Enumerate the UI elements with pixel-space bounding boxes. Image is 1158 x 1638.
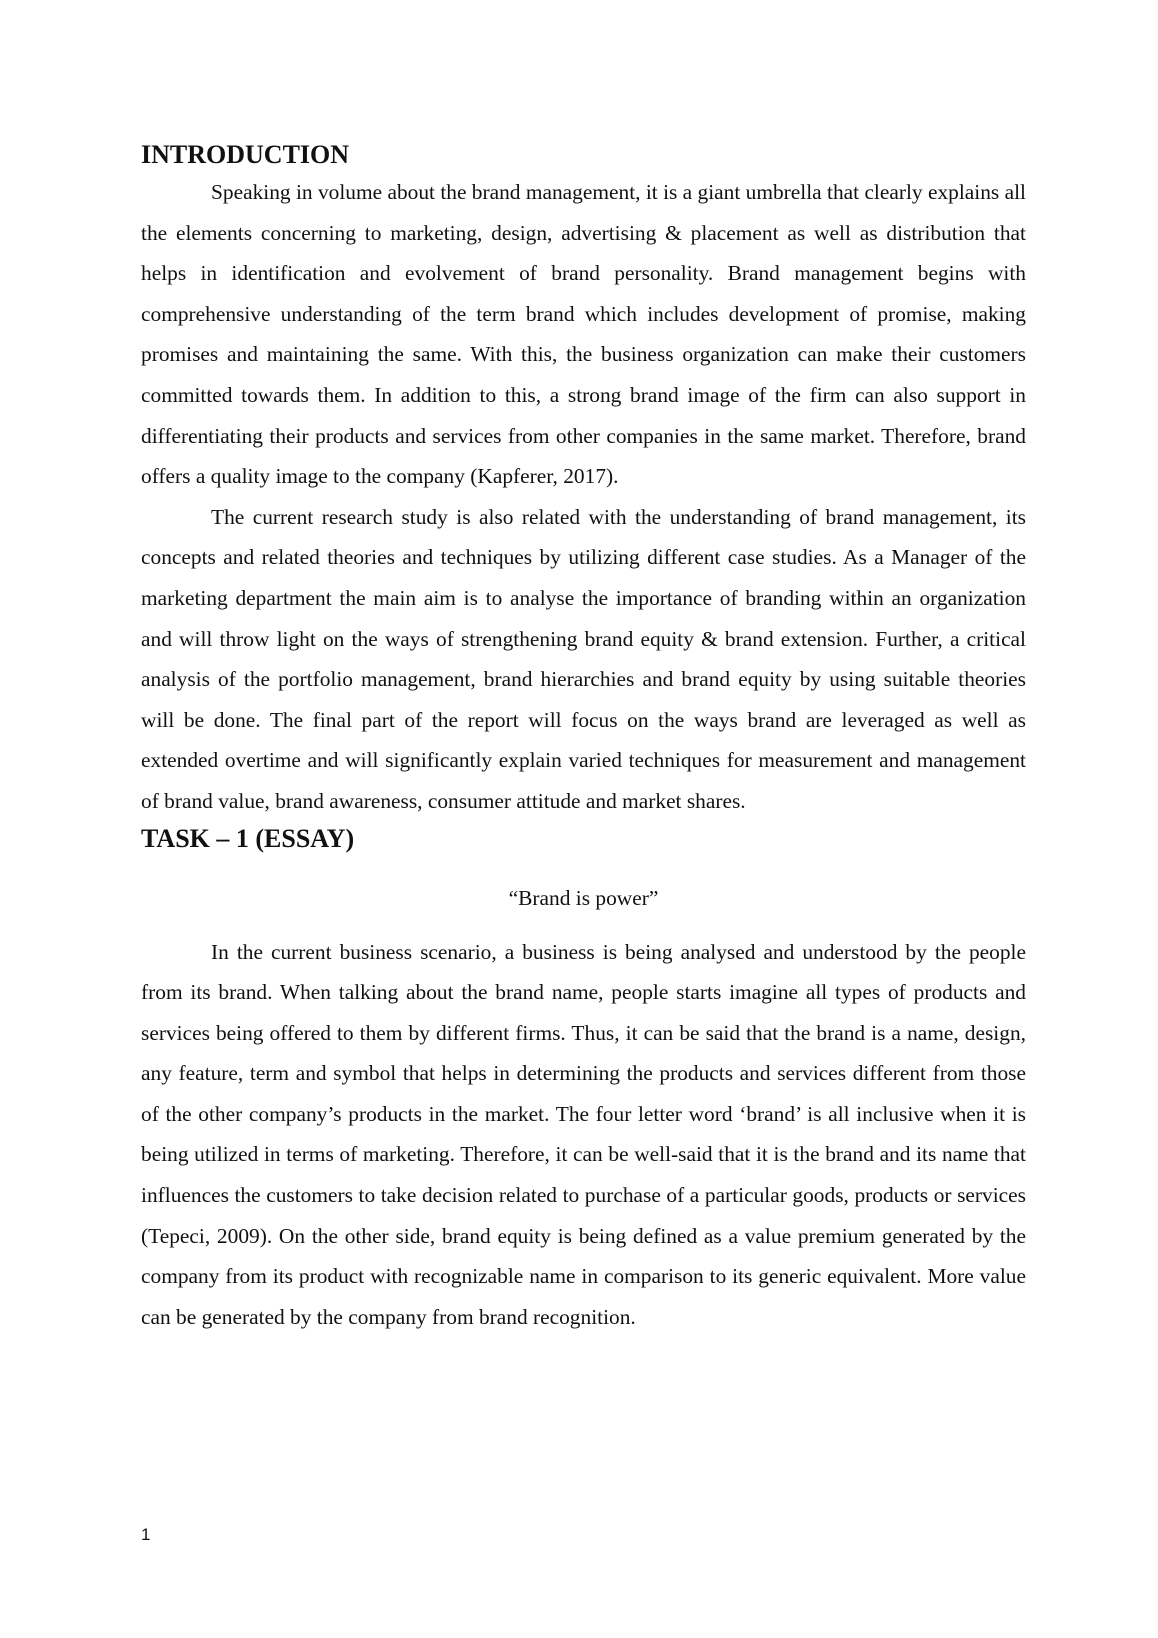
- task1-paragraph-1: In the current business scenario, a business is being analysed and understood by the people from its brand. When talking about the brand name, people starts imagine all types of products and services being offered to them by different firms. Thus, it can be said that the brand is a name, design, any feature, term and symbol that helps in determining the products and services different from those of the other company’s products in the market. The four letter word ‘brand’ is all inclusive when it is being utilized in terms of marketing. Therefore, it can be well-said that it is the brand and its name that influences the customers to take decision related to purchase of a particular goods, products or services (Tepeci, 2009). On the other side, brand equity is being defined as a value premium generated by the company from its product with recognizable name in comparison to its generic equivalent. More value can be generated by the company from brand recognition.: [141, 939, 1026, 1329]
- task1-quote: “Brand is power”: [508, 885, 659, 910]
- page-number: 1: [141, 1525, 151, 1544]
- task1-heading: TASK – 1 (ESSAY): [141, 823, 355, 853]
- introduction-paragraph-2: The current research study is also related with the understanding of brand management, its concepts and related theories and techniques by utilizing different case studies. As a Manager of the marketing department the main aim is to analyse the importance of branding within an organization and will throw light on the ways of strengthening brand equity & brand extension. Further, a critical analysis of the portfolio management, brand hierarchies and brand equity by using suitable theories will be done. The final part of the report will focus on the ways brand are leveraged as well as extended overtime and will significantly explain varied techniques for measurement and management of brand value, brand awareness, consumer attitude and market shares.: [141, 504, 1026, 813]
- introduction-paragraph-1: Speaking in volume about the brand management, it is a giant umbrella that clearly explains all the elements concerning to marketing, design, advertising & placement as well as distribution that helps in identification and evolvement of brand personality. Brand management begins with comprehensive understanding of the term brand which includes development of promise, making promises and maintaining the same. With this, the business organization can make their customers committed towards them. In addition to this, a strong brand image of the firm can also support in differentiating their products and services from other companies in the same market. Therefore, brand offers a quality image to the company (Kapferer, 2017).: [141, 180, 1026, 489]
- page-content: [141, 138, 1026, 1337]
- introduction-heading: INTRODUCTION: [141, 140, 350, 169]
